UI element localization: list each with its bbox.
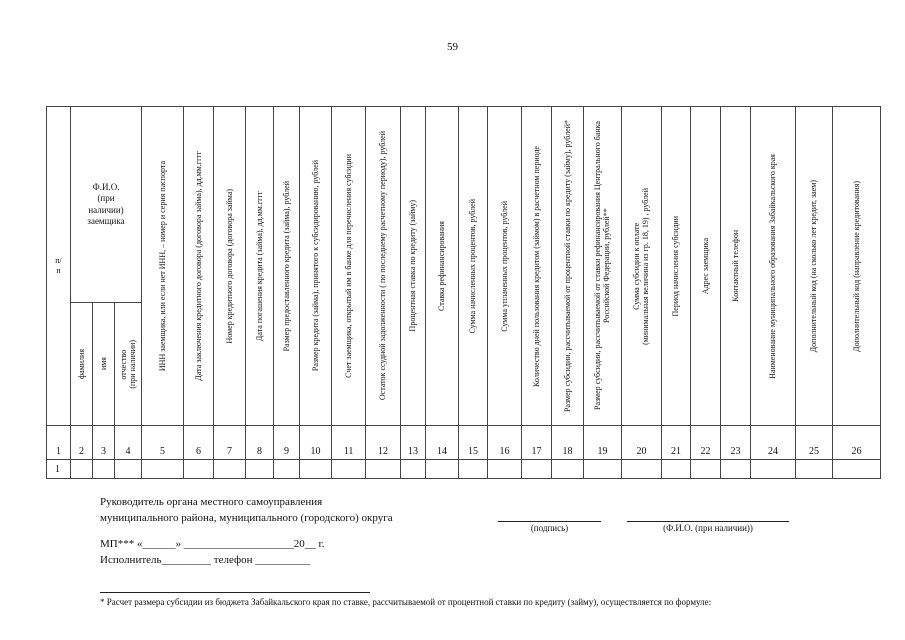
table-cell — [751, 460, 796, 479]
header-col-12: Остаток ссудной задолженности ( по последнему расчетному периоду), рублей — [366, 107, 401, 426]
header-surname: фамилия — [71, 303, 93, 426]
table-cell — [93, 460, 115, 479]
row-number: 1 — [47, 460, 71, 479]
column-number: 9 — [274, 426, 300, 460]
footnote-divider — [100, 592, 370, 593]
footnote: * Расчет размера субсидии из бюджета Забайкальского края по ставке, рассчитываемой от процентной ставки по кредиту (займу), осуществляется по формуле: — [100, 597, 712, 607]
header-col-14: Ставка рефинансирования — [426, 107, 459, 426]
table-cell — [459, 460, 488, 479]
column-number: 2 — [71, 426, 93, 460]
table-cell — [142, 460, 184, 479]
header-col-22: Адрес заемщика — [691, 107, 721, 426]
signatory-block — [100, 494, 393, 526]
table-cell — [246, 460, 274, 479]
table-cell — [584, 460, 622, 479]
column-number: 26 — [833, 426, 881, 460]
column-number: 14 — [426, 426, 459, 460]
table-cell — [552, 460, 584, 479]
column-number: 4 — [115, 426, 142, 460]
header-patronymic: отчество (при наличии) — [115, 303, 142, 426]
signature-caption: (подпись) — [530, 523, 569, 533]
column-number: 20 — [622, 426, 662, 460]
column-number: 25 — [796, 426, 833, 460]
header-col-7: Номер кредитного договора (договора займа) — [214, 107, 246, 426]
table-cell — [184, 460, 214, 479]
fio-line — [627, 521, 789, 522]
column-number: 5 — [142, 426, 184, 460]
header-col-5: ИНН заемщика, или если нет ИНН, – номер и серия паспорта — [142, 107, 184, 426]
page-number: 59 — [447, 41, 458, 53]
table-cell — [332, 460, 366, 479]
column-number: 15 — [459, 426, 488, 460]
header-col-18: Размер субсидии, рассчитываемой от процентной ставки по кредиту (займу), рублей* — [552, 107, 584, 426]
header-col-25: Дополнительный код (на сколько лет кредит, заем) — [796, 107, 833, 426]
column-number: 12 — [366, 426, 401, 460]
signatory-title-line2: муниципального района, муниципального (городского) округа — [100, 512, 393, 524]
column-number: 24 — [751, 426, 796, 460]
header-col-21: Период начисления субсидии — [662, 107, 691, 426]
table-cell — [662, 460, 691, 479]
header-col-15: Сумма начисленных процентов, рублей — [459, 107, 488, 426]
column-number: 7 — [214, 426, 246, 460]
column-number: 16 — [488, 426, 522, 460]
header-col-26: Дополнительный код (направление кредитования) — [833, 107, 881, 426]
header-col-9: Размер предоставленного кредита (займа), рублей — [274, 107, 300, 426]
column-number: 18 — [552, 426, 584, 460]
table-cell — [300, 460, 332, 479]
table-cell — [833, 460, 881, 479]
signature-line — [498, 521, 601, 522]
executor-phone-line: Исполнитель_________ телефон __________ — [100, 554, 311, 566]
header-col-10: Размер кредита (займа), принятого к субсидированию, рублей — [300, 107, 332, 426]
column-number: 1 — [47, 426, 71, 460]
column-number: 21 — [662, 426, 691, 460]
signatory-title-line1: Руководитель органа местного самоуправления — [100, 496, 323, 508]
table-cell — [366, 460, 401, 479]
table-cell — [115, 460, 142, 479]
header-col-11: Счет заемщика, открытый им в банке для перечисления субсидии — [332, 107, 366, 426]
table-cell — [522, 460, 552, 479]
table-cell — [426, 460, 459, 479]
table-header-row — [47, 107, 881, 303]
table-cell — [214, 460, 246, 479]
table-cell — [71, 460, 93, 479]
table-cell — [274, 460, 300, 479]
header-name: имя — [93, 303, 115, 426]
header-col-8: Дата погашения кредита (займа), дд.мм.гггг — [246, 107, 274, 426]
header-np: п/ п — [47, 107, 71, 426]
column-number: 11 — [332, 426, 366, 460]
table-cell — [401, 460, 426, 479]
column-number: 3 — [93, 426, 115, 460]
table-cell — [488, 460, 522, 479]
column-number: 13 — [401, 426, 426, 460]
header-col-20: Сумма субсидии к оплате (минимальная величина из гр. 18, 19) , рублей — [622, 107, 662, 426]
header-col-19: Размер субсидии, рассчитываемой от ставки рефинансирования Центрального банка Российской Федерации, рублей** — [584, 107, 622, 426]
header-col-6: Дата заключения кредитного договора (договора займа), дд.мм.гггг — [184, 107, 214, 426]
column-number: 10 — [300, 426, 332, 460]
table-cell — [721, 460, 751, 479]
header-col-17: Количество дней пользования кредитом (займом) в расчетном периоде — [522, 107, 552, 426]
table-cell — [796, 460, 833, 479]
subsidy-table — [46, 106, 881, 479]
header-fio: Ф.И.О. (при наличии) заемщика — [71, 107, 142, 303]
column-numbers-row — [47, 426, 881, 460]
header-col-24: Наименование муниципального образования Забайкальского края — [751, 107, 796, 426]
fio-caption: (Ф.И.О. (при наличии)) — [663, 523, 753, 533]
column-number: 17 — [522, 426, 552, 460]
column-number: 22 — [691, 426, 721, 460]
table-cell — [691, 460, 721, 479]
header-col-13: Процентная ставка по кредиту (займу) — [401, 107, 426, 426]
stamp-date-line: МП*** «______» ____________________20__ г. — [100, 538, 325, 550]
header-col-23: Контактный телефон — [721, 107, 751, 426]
table-cell — [622, 460, 662, 479]
column-number: 19 — [584, 426, 622, 460]
column-number: 8 — [246, 426, 274, 460]
table-row — [47, 460, 881, 479]
header-col-16: Сумма уплаченных процентов, рублей — [488, 107, 522, 426]
column-number: 6 — [184, 426, 214, 460]
column-number: 23 — [721, 426, 751, 460]
